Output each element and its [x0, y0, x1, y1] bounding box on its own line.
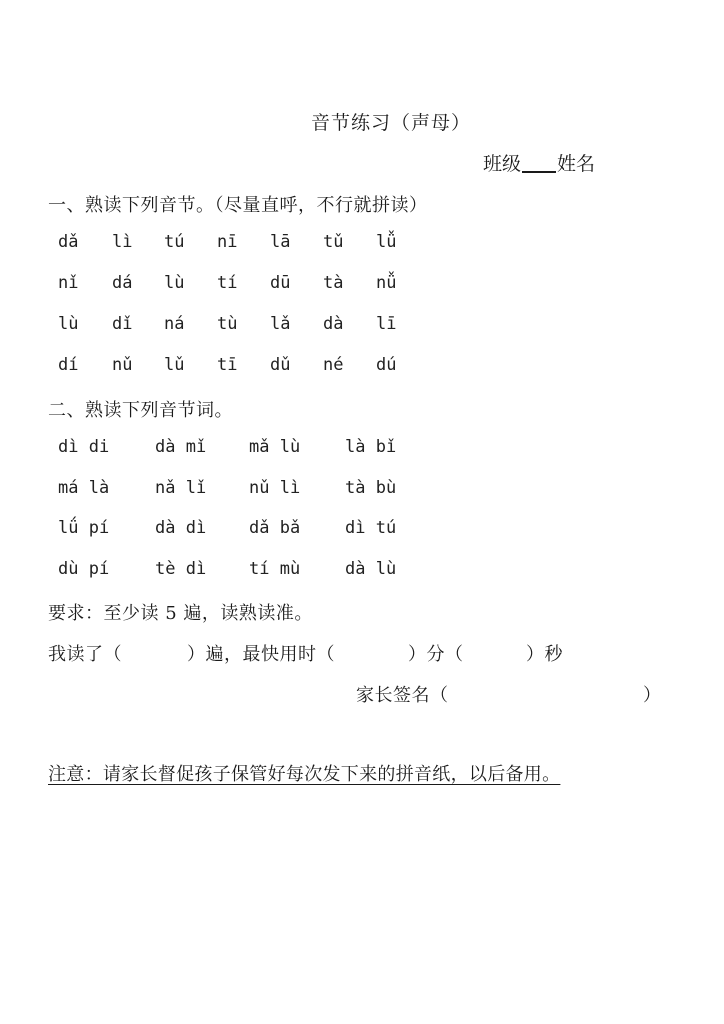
syllable: nǔ	[112, 355, 133, 375]
class-blank[interactable]	[522, 153, 556, 173]
syllable: nī	[217, 232, 238, 252]
syllable: lù	[164, 273, 185, 293]
syllable: tí	[217, 273, 238, 293]
read-count-label: 我读了（	[48, 644, 122, 665]
syllable-word: nǎ lǐ	[155, 478, 207, 498]
syllable-word: tè dì	[155, 559, 207, 579]
syllable: nǚ	[376, 273, 397, 293]
minutes-blank[interactable]	[355, 640, 405, 662]
syllable: tú	[164, 232, 185, 252]
syllable: dǎ	[58, 232, 79, 252]
syllable-word: là bǐ	[345, 437, 397, 457]
parent-signature-label: 家长签名（	[356, 685, 449, 706]
syllable: tǔ	[323, 232, 344, 252]
minutes-label: ）分（	[408, 644, 464, 665]
name-label: 姓名	[557, 153, 596, 175]
parent-signature-close: ）	[643, 685, 662, 706]
section1-heading: 一、熟读下列音节。（尽量直呼，不行就拼读）	[48, 195, 428, 216]
syllable-row	[0, 355, 724, 381]
syllable-word: tí mù	[249, 559, 301, 579]
seconds-blank[interactable]	[475, 640, 525, 662]
syllable: né	[323, 355, 344, 375]
fastest-time-label: ）遍，最快用时（	[187, 644, 335, 665]
word-row	[0, 478, 724, 504]
parent-signature-blank[interactable]	[465, 681, 635, 703]
syllable-word: dì di	[58, 437, 110, 457]
syllable-word: dù pí	[58, 559, 110, 579]
syllable-row	[0, 314, 724, 340]
syllable-word: nǔ lì	[249, 478, 301, 498]
syllable-word: mǎ lù	[249, 437, 301, 457]
syllable: dá	[112, 273, 133, 293]
syllable: dà	[323, 314, 344, 334]
notice-text: 注意：请家长督促孩子保管好每次发下来的拼音纸，以后备用。	[48, 764, 561, 785]
syllable: lǔ	[164, 355, 185, 375]
syllable: lì	[112, 232, 133, 252]
syllable: ná	[164, 314, 185, 334]
syllable: tù	[217, 314, 238, 334]
syllable: lī	[376, 314, 397, 334]
requirement-text: 要求：至少读 5 遍，读熟读准。	[48, 603, 313, 624]
syllable: tī	[217, 355, 238, 375]
syllable: lǎ	[270, 314, 291, 334]
page-title: 音节练习（声母）	[311, 112, 472, 134]
seconds-label: ）秒	[526, 644, 563, 665]
syllable-word: dì tú	[345, 518, 397, 538]
class-label: 班级	[483, 153, 522, 175]
syllable-word: dà dì	[155, 518, 207, 538]
syllable-word: lǘ pí	[58, 518, 110, 538]
word-row	[0, 437, 724, 463]
syllable-row	[0, 232, 724, 258]
syllable-word: dǎ bǎ	[249, 518, 301, 538]
read-count-blank[interactable]	[135, 640, 185, 662]
syllable: lā	[270, 232, 291, 252]
syllable-word: má là	[58, 478, 110, 498]
syllable-word: dà mǐ	[155, 437, 207, 457]
syllable: lù	[58, 314, 79, 334]
syllable: dǔ	[270, 355, 291, 375]
word-row	[0, 518, 724, 544]
syllable: dǐ	[112, 314, 133, 334]
class-name-line	[483, 149, 595, 176]
syllable-word: dà lù	[345, 559, 397, 579]
section2-heading: 二、熟读下列音节词。	[48, 400, 233, 421]
syllable: tà	[323, 273, 344, 293]
syllable: lǚ	[376, 232, 397, 252]
syllable-word: tà bù	[345, 478, 397, 498]
syllable: dí	[58, 355, 79, 375]
syllable: dú	[376, 355, 397, 375]
word-row	[0, 559, 724, 585]
syllable-row	[0, 273, 724, 299]
syllable: dū	[270, 273, 291, 293]
syllable: nǐ	[58, 273, 79, 293]
